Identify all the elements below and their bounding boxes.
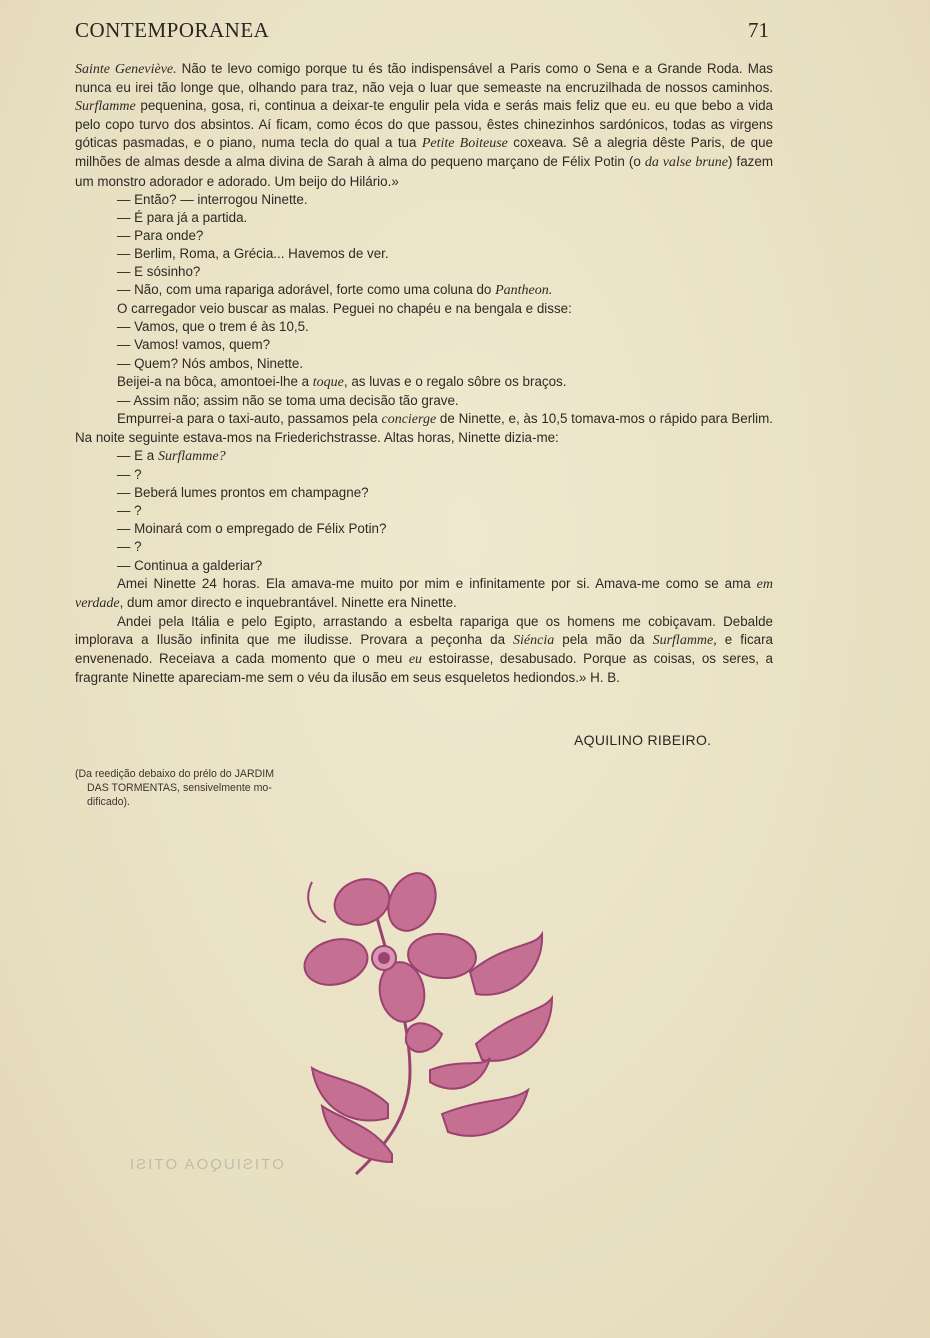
text-run: — Beberá lumes prontos em champagne? bbox=[117, 485, 369, 501]
text-run: Beijei-a na bôca, amontoei-lhe a bbox=[117, 373, 313, 389]
dialogue-line bbox=[75, 281, 773, 300]
page-header bbox=[75, 18, 775, 48]
text-run: Empurrei-a para o taxi-auto, passamos pela bbox=[117, 410, 382, 426]
italic-text: concierge bbox=[381, 411, 437, 427]
text-run: Amei Ninette 24 horas. Ela amava-me muito por mim e infinitamente por si. Amava-me como se ama bbox=[117, 575, 757, 591]
paragraph bbox=[75, 575, 773, 613]
dialogue-line bbox=[75, 373, 773, 392]
text-run: — Continua a galderiar? bbox=[117, 557, 263, 573]
footnote-line: DAS TORMENTAS, sensivelmente mo- bbox=[87, 782, 272, 794]
text-run: — Vamos, que o trem é às 10,5. bbox=[117, 319, 309, 335]
text-run: — Então? — interrogou Ninette. bbox=[117, 191, 308, 207]
italic-text: em verdade bbox=[75, 576, 773, 611]
dialogue-line bbox=[75, 209, 773, 227]
text-run: — Berlim, Roma, a Grécia... Havemos de ver. bbox=[117, 245, 389, 261]
italic-text: Surflamme? bbox=[157, 448, 226, 464]
dialogue-line bbox=[75, 557, 773, 575]
dialogue-line bbox=[75, 300, 773, 318]
text-run: — Moinará com o empregado de Félix Potin? bbox=[117, 521, 387, 537]
dialogue-line bbox=[75, 318, 773, 336]
text-run: ) fazem um monstro adorador e adorado. Um beijo do Hilário.» bbox=[75, 154, 773, 189]
italic-text: Surflamme, bbox=[652, 632, 717, 648]
dialogue-line bbox=[75, 336, 773, 354]
text-run: — Quem? Nós ambos, Ninette. bbox=[117, 355, 304, 371]
text-run: , as luvas e o regalo sôbre os braços. bbox=[343, 373, 567, 389]
paragraph bbox=[75, 613, 773, 687]
flower-illustration bbox=[292, 862, 562, 1182]
paragraph bbox=[75, 410, 773, 447]
library-stamp: OTISIUQOA OTISI bbox=[128, 1156, 284, 1173]
text-run: — É para já a partida. bbox=[117, 209, 248, 225]
text-run: Andei pela Itália e pelo Egipto, arrastando a esbelta rapariga que os homens me cobiçavam. Debalde implorava a Ilusão infinita que me iludisse. Provara a peçonha da bbox=[75, 613, 773, 647]
italic-text: Siéncia bbox=[513, 632, 555, 648]
dialogue-line bbox=[75, 227, 773, 245]
dialogue-line bbox=[75, 466, 773, 484]
dialogue-line bbox=[75, 502, 773, 520]
italic-text: toque bbox=[312, 374, 344, 390]
page-number: 71 bbox=[748, 18, 769, 42]
italic-text: Petite Boiteuse bbox=[421, 136, 508, 152]
author-signature: AQUILINO RIBEIRO. bbox=[574, 732, 712, 748]
article-body bbox=[75, 60, 773, 687]
text-run: Não te levo comigo porque tu és tão indispensável a Paris como o Sena e a Grande Roda. Mas nunca eu irei tão longe que, olhando para traz, não veja o luar que semeaste na encruzilhada de nossos caminhos. bbox=[75, 61, 774, 96]
text-run: estoirasse, desabusado. Porque as coisas, os seres, a fragrante Ninette apareciam-me sem o véu da ilusão em seus esqueletos hediondos.» H. B. bbox=[75, 651, 773, 686]
text-run: pequenina, gosa, ri, continua a deixar-te engulir pela vida e serás mais feliz que eu. eu que bebo a vida pelo copo turvo dos absintos. Aí ficam, como écos do que passou, êstes chinezinhos sardónicos, todas as virgens góticas pasmadas, e o piano, numa tecla do qual a tua bbox=[75, 98, 773, 151]
text-run: — Não, com uma rapariga adorável, forte como uma coluna do bbox=[117, 282, 496, 298]
dialogue-line bbox=[75, 392, 773, 410]
footnote-line: dificado). bbox=[87, 796, 130, 808]
paragraph bbox=[75, 60, 773, 191]
italic-text: Sainte Geneviève. bbox=[75, 62, 177, 77]
dialogue-line bbox=[75, 538, 773, 556]
dialogue-line bbox=[75, 484, 773, 502]
dialogue-line bbox=[75, 447, 773, 466]
text-run: — ? bbox=[117, 467, 142, 483]
text-run: , dum amor directo e inquebrantável. Ninette era Ninette. bbox=[119, 594, 457, 610]
text-run: — Para onde? bbox=[117, 227, 204, 243]
text-run: — E a bbox=[117, 447, 158, 463]
text-run: — Assim não; assim não se toma uma decisão tão grave. bbox=[117, 392, 459, 408]
journal-title: CONTEMPORANEA bbox=[75, 18, 270, 42]
text-run: pela mão da bbox=[554, 631, 653, 647]
dialogue-line bbox=[75, 245, 773, 263]
text-run: — ? bbox=[117, 539, 142, 555]
footnote-line: (Da reedição debaixo do prélo do JARDIM bbox=[75, 768, 275, 780]
dialogue-line bbox=[75, 191, 773, 209]
dialogue-line bbox=[75, 520, 773, 538]
text-run: e ficara envenenado. Receiava a cada momento que o meu bbox=[75, 631, 773, 666]
italic-text: eu bbox=[408, 652, 423, 667]
text-run: — Vamos! vamos, quem? bbox=[117, 337, 271, 353]
text-run: O carregador veio buscar as malas. Peguei no chapéu e na bengala e disse: bbox=[117, 301, 572, 317]
dialogue-line bbox=[75, 355, 773, 373]
footnote bbox=[75, 767, 345, 809]
italic-text: Pantheon. bbox=[495, 283, 553, 299]
text-run: — E sósinho? bbox=[117, 264, 201, 280]
text-run: de Ninette, e, às 10,5 tomava-mos o rápido para Berlim. Na noite seguinte estava-mos na Friederichstrasse. Altas horas, Ninette dizia-me: bbox=[75, 410, 774, 445]
italic-text: Surflamme bbox=[75, 99, 136, 115]
text-run: — ? bbox=[117, 503, 142, 519]
italic-text: da valse brune bbox=[644, 155, 728, 171]
dialogue-line bbox=[75, 263, 773, 281]
text-run: coxeava. Sê a alegria dêste Paris, de que milhões de almas desde a alma divina de Sarah à alma do pequeno marçano de Félix Potin (o bbox=[75, 135, 773, 170]
